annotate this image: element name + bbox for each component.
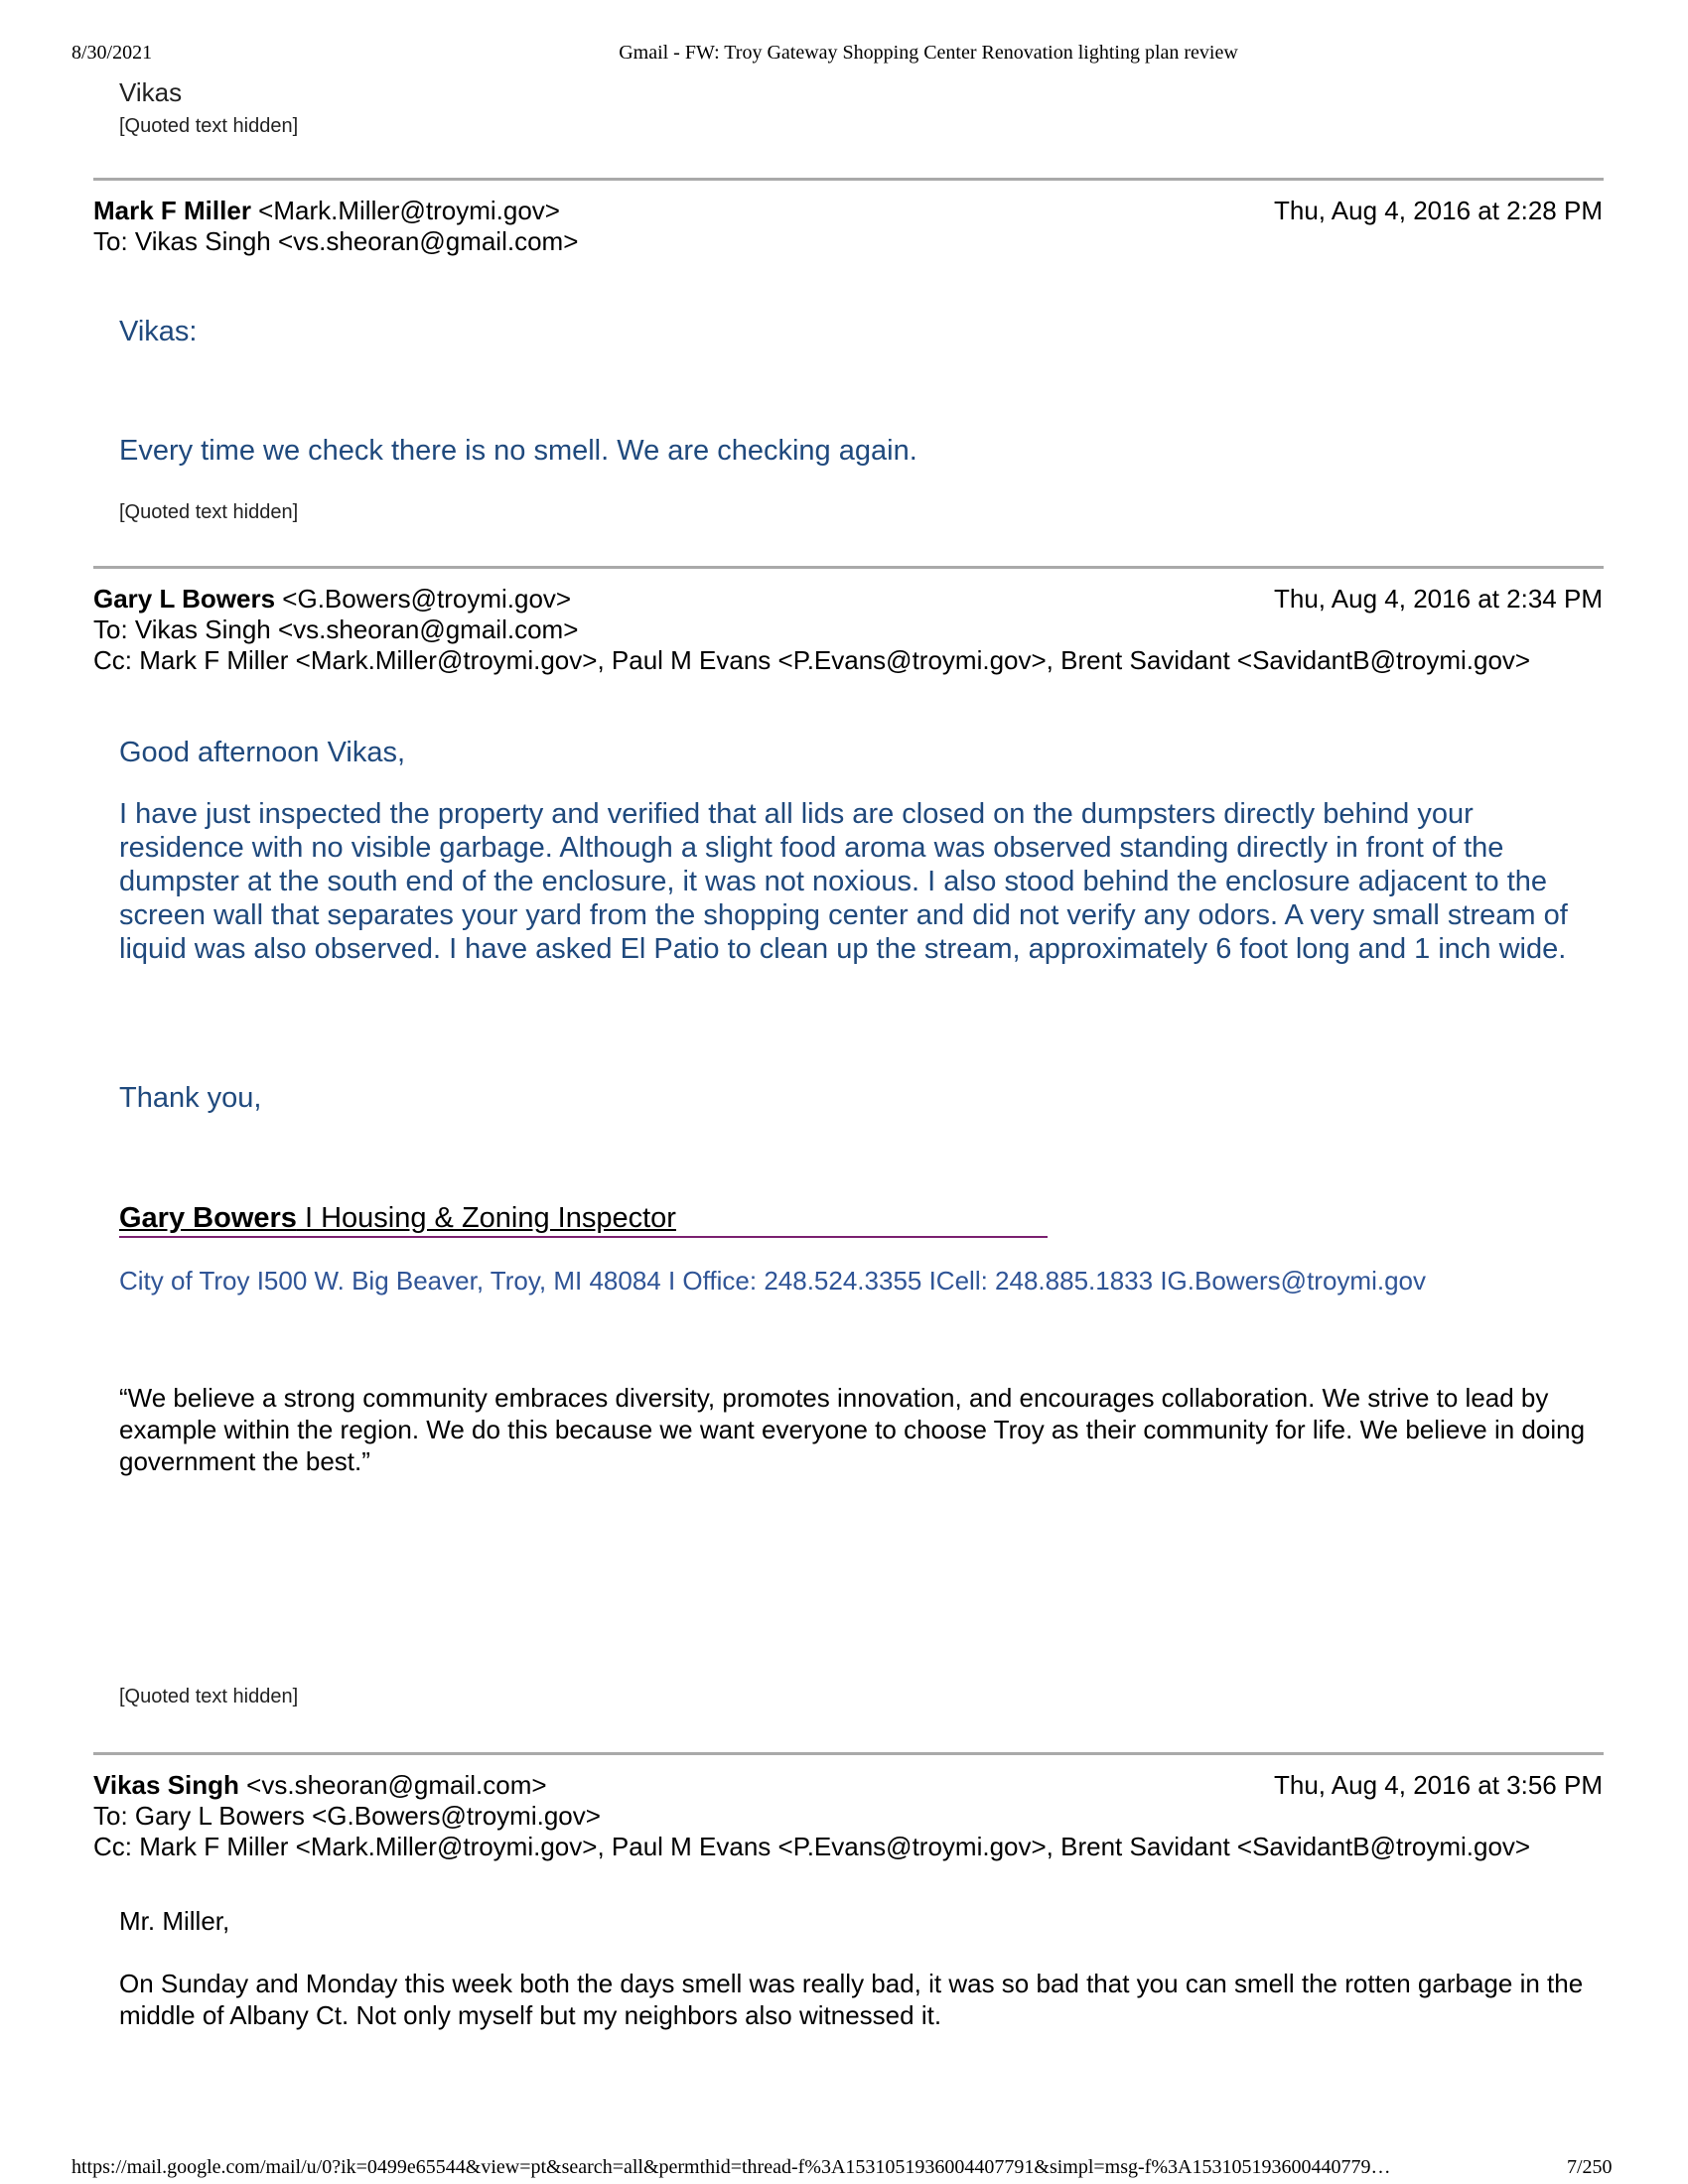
message-divider: [93, 566, 1604, 569]
message-closing: Thank you,: [119, 1082, 262, 1114]
message-divider: [93, 178, 1604, 181]
message-sender: [93, 584, 571, 614]
signature-contact: City of Troy I500 W. Big Beaver, Troy, MI 48084 I Office: 248.524.3355 ICell: 248.885.1833 IG.Bowers@troymi.gov: [119, 1266, 1426, 1296]
print-page-number: 7/250: [1567, 2156, 1613, 2178]
signature-name: Gary Bowers: [119, 1202, 297, 1234]
message-sender: [93, 1770, 547, 1801]
message-greeting: Mr. Miller,: [119, 1906, 230, 1936]
signature-quote: “We believe a strong community embraces diversity, promotes innovation, and encourages collaboration. We strive to lead by example within the region. We do this because we want everyone to choose Troy as their community for life. We believe in doing government the best.”: [119, 1383, 1586, 1476]
message-body: Every time we check there is no smell. We are checking again.: [119, 435, 917, 467]
sender-email: <G.Bowers@troymi.gov>: [282, 584, 572, 614]
quoted-text-toggle[interactable]: [Quoted text hidden]: [119, 1686, 299, 1707]
print-url[interactable]: https://mail.google.com/mail/u/0?ik=0499e65544&view=pt&search=all&permthid=thread-f%3A1531051936004407791&simpl=msg-f%3A153105193600440779…: [71, 2156, 1391, 2178]
message-recipients: To: Vikas Singh <vs.sheoran@gmail.com>: [93, 614, 579, 644]
signature-title: I Housing & Zoning Inspector: [296, 1202, 676, 1234]
print-title: Gmail - FW: Troy Gateway Shopping Center Renovation lighting plan review: [619, 42, 1238, 64]
message-divider: [93, 1752, 1604, 1755]
message-body: On Sunday and Monday this week both the days smell was really bad, it was so bad that you can smell the rotten garbage in the middle of Albany Ct. Not only myself but my neighbors also witnessed it.: [119, 1969, 1584, 2030]
quoted-text-toggle[interactable]: [Quoted text hidden]: [119, 115, 299, 137]
message-recipients: To: Vikas Singh <vs.sheoran@gmail.com>: [93, 226, 579, 256]
sender-email: <vs.sheoran@gmail.com>: [246, 1770, 547, 1800]
message-greeting: Good afternoon Vikas,: [119, 737, 406, 768]
message-cc: Cc: Mark F Miller <Mark.Miller@troymi.gov>, Paul M Evans <P.Evans@troymi.gov>, Brent Savidant <SavidantB@troymi.gov>: [93, 645, 1531, 675]
signature-name-title: [119, 1202, 676, 1235]
message-cc: Cc: Mark F Miller <Mark.Miller@troymi.gov>, Paul M Evans <P.Evans@troymi.gov>, Brent Savidant <SavidantB@troymi.gov>: [93, 1832, 1531, 1861]
message-body: I have just inspected the property and verified that all lids are closed on the dumpsters directly behind your residence with no visible garbage. Although a slight food aroma was observed standing directly in front of the dumpster at the south end of the enclosure, it was not noxious. I also stood behind the enclosure adjacent to the screen wall that separates your yard from the shopping center and did not verify any odors. A very small stream of liquid was also observed. I have asked El Patio to clean up the stream, approximately 6 foot long and 1 inch wide.: [119, 798, 1568, 965]
quoted-text-toggle[interactable]: [Quoted text hidden]: [119, 501, 299, 523]
sender-name: Mark F Miller: [93, 196, 251, 225]
message-recipients: To: Gary L Bowers <G.Bowers@troymi.gov>: [93, 1801, 601, 1831]
print-date: 8/30/2021: [71, 42, 153, 64]
sender-name: Gary L Bowers: [93, 584, 276, 614]
message-greeting: Vikas:: [119, 316, 198, 347]
signature-rule: [119, 1236, 1048, 1238]
message-date: Thu, Aug 4, 2016 at 3:56 PM: [1273, 1770, 1603, 1800]
signoff-name: Vikas: [119, 77, 183, 107]
message-date: Thu, Aug 4, 2016 at 2:28 PM: [1273, 196, 1603, 225]
sender-email: <Mark.Miller@troymi.gov>: [258, 196, 560, 225]
sender-name: Vikas Singh: [93, 1770, 239, 1800]
message-sender: [93, 196, 560, 226]
message-date: Thu, Aug 4, 2016 at 2:34 PM: [1273, 584, 1603, 614]
